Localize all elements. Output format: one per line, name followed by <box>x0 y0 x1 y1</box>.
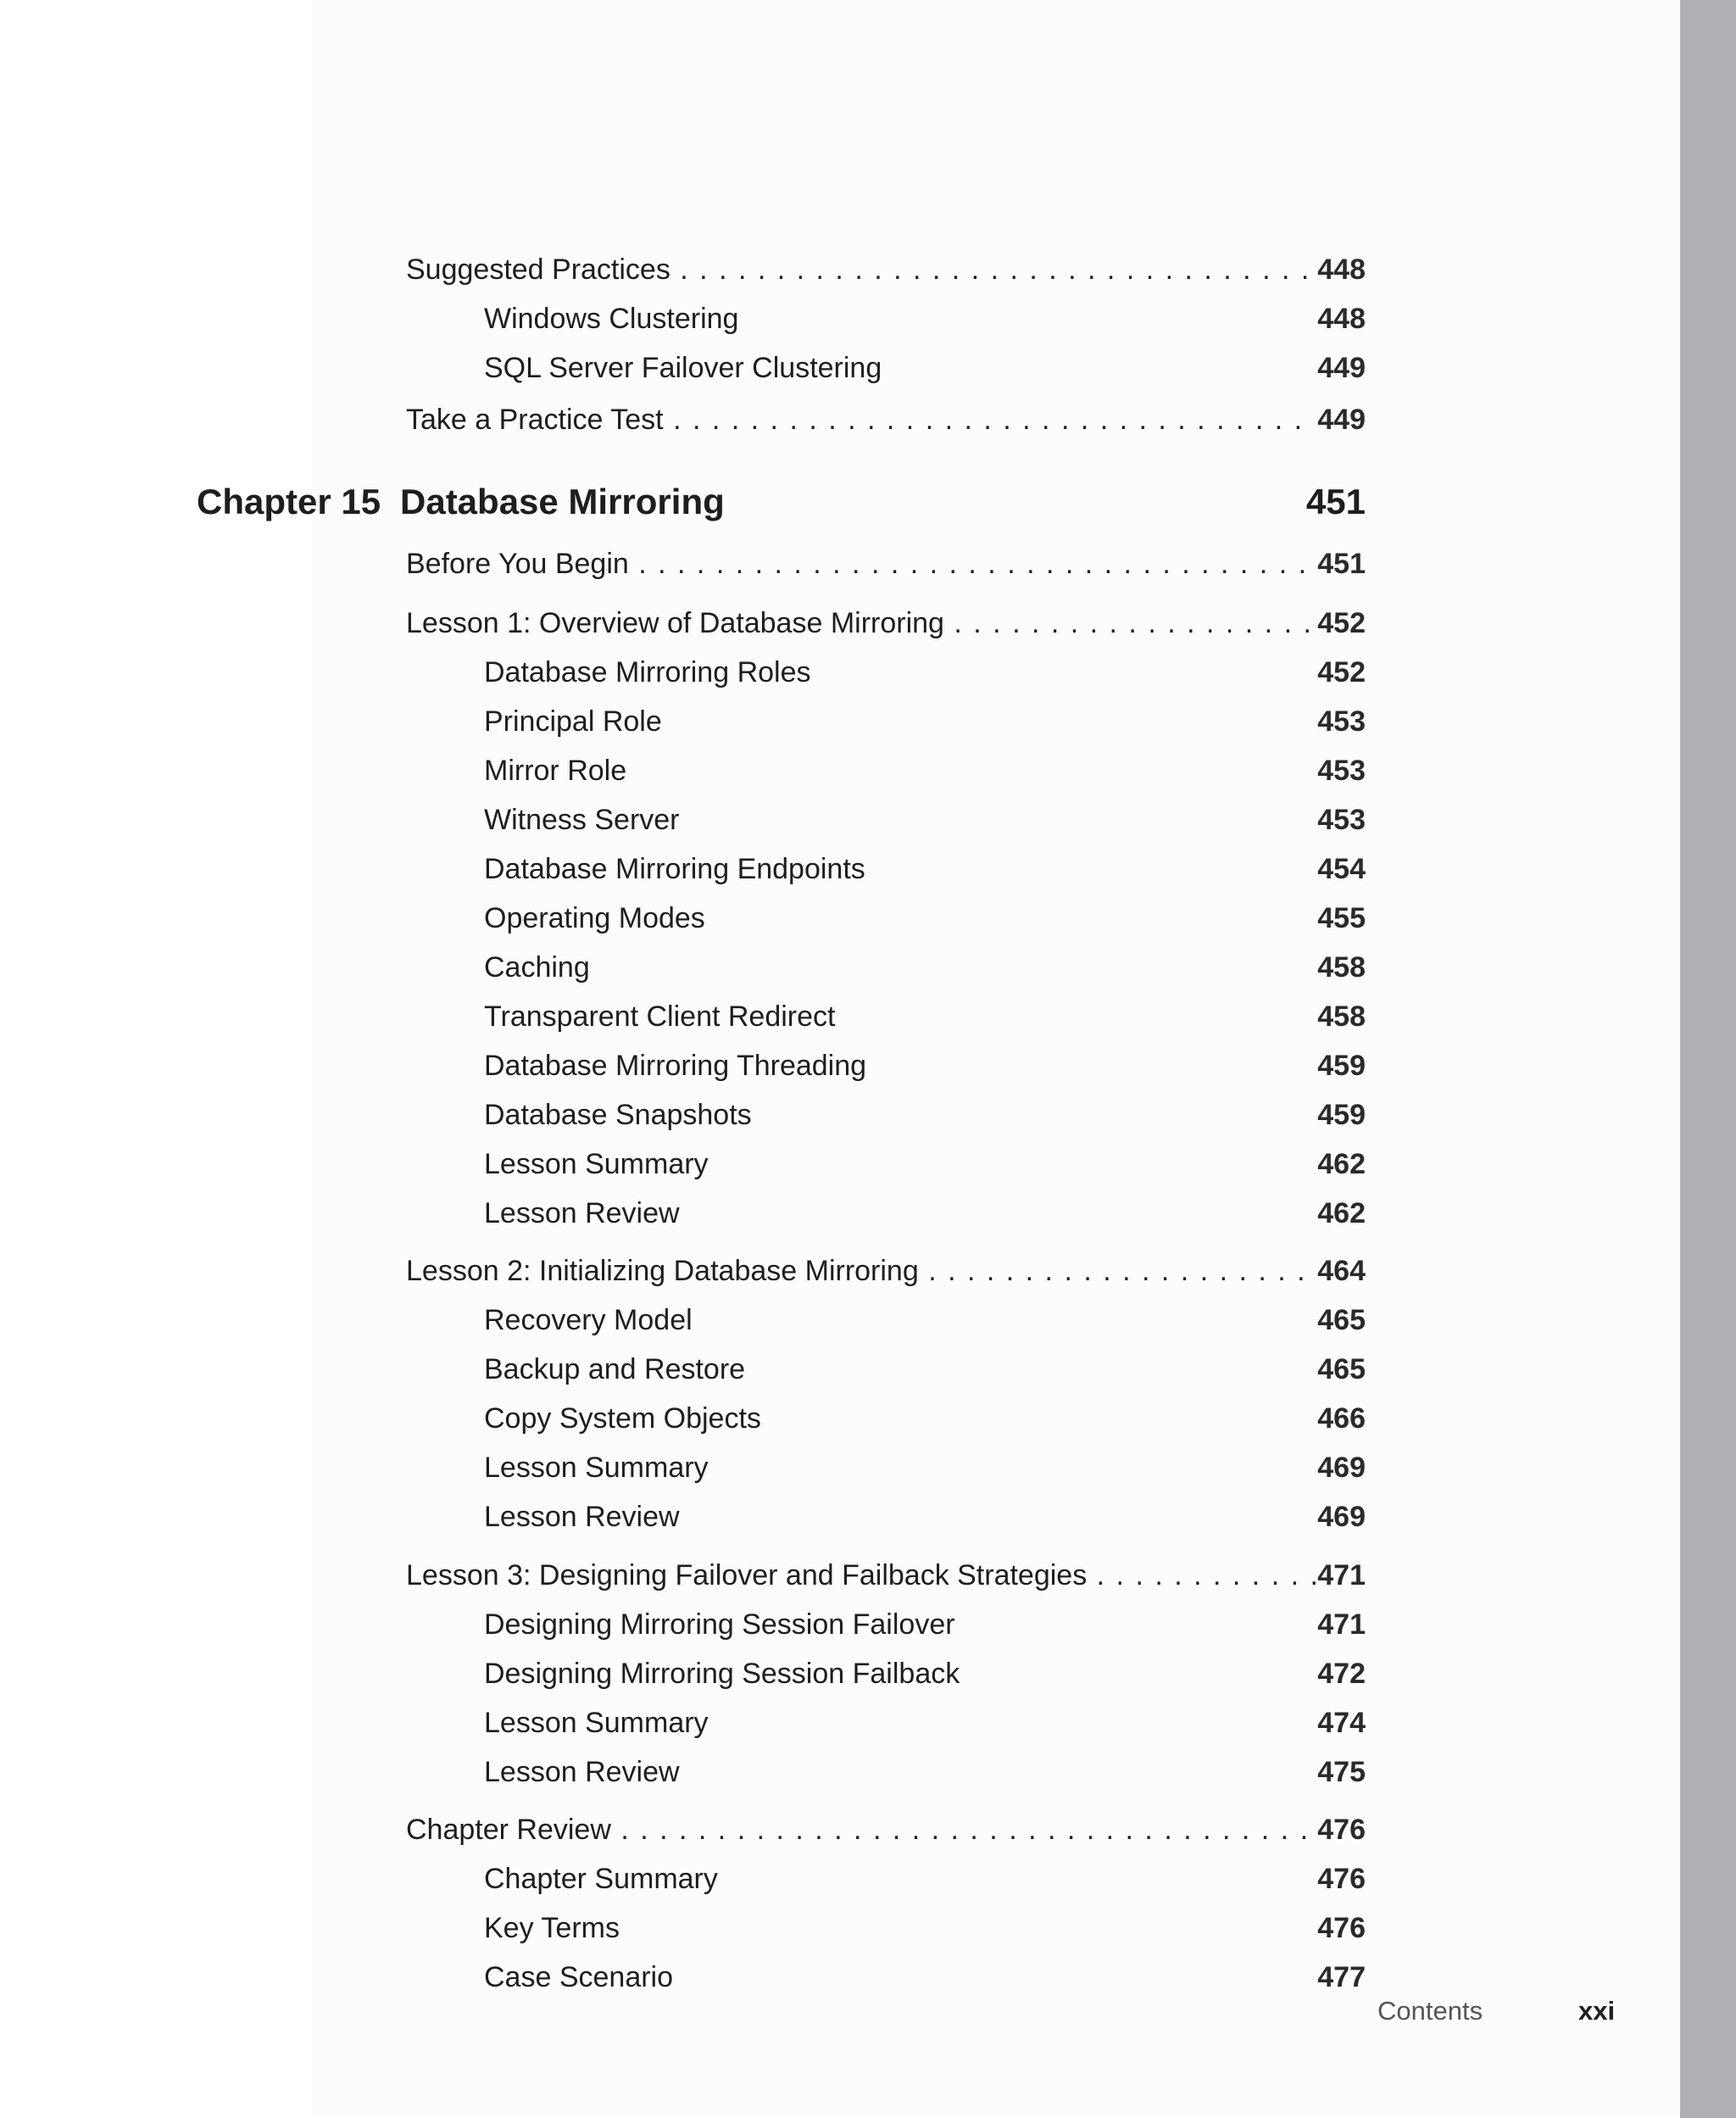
toc-entry-title-text: Mirror Role <box>484 755 627 787</box>
toc-entry-title-text: Suggested Practices <box>406 254 670 286</box>
toc-entry-subsection[interactable] <box>0 1751 1736 1793</box>
toc-entry-title-text: Database Mirroring Roles <box>484 656 811 688</box>
toc-entry-title <box>484 897 705 939</box>
chapter-page-number: 451 <box>1305 482 1366 521</box>
toc-entry-title-text: Windows Clustering <box>484 303 739 335</box>
chapter-number: Chapter 15 <box>197 482 381 521</box>
toc-entry-page-number: 453 <box>1317 804 1366 836</box>
toc-entry-subsection[interactable] <box>0 651 1736 694</box>
page-folio: xxi <box>1578 1996 1616 2026</box>
toc-entry-title-text: Key Terms <box>484 1912 620 1944</box>
toc-entry-page-number: 451 <box>1316 543 1366 585</box>
toc-entry-subsection[interactable] <box>0 1143 1736 1185</box>
footer-section-label: Contents <box>1377 1996 1483 2026</box>
toc-entry-subsection[interactable] <box>0 1702 1736 1744</box>
toc-entry-page-number: 472 <box>1317 1658 1366 1690</box>
toc-entry-page-number: 469 <box>1317 1452 1366 1484</box>
toc-entry-title <box>484 1858 718 1900</box>
page-footer <box>0 1993 1736 2030</box>
toc-entry-page-number: 465 <box>1317 1304 1366 1336</box>
toc-entry-section[interactable] <box>0 1809 1736 1851</box>
toc-entry-title <box>406 1250 1366 1292</box>
toc-entry-page-number: 476 <box>1316 1809 1366 1851</box>
toc-entry-page-number: 452 <box>1317 656 1366 688</box>
toc-entry-page-number: 466 <box>1317 1402 1366 1435</box>
toc-entry-page-number: 458 <box>1317 951 1366 984</box>
toc-entry-title <box>406 1809 1366 1851</box>
toc-entry-page-number: 449 <box>1316 399 1366 441</box>
toc-entry-title <box>484 1094 752 1136</box>
toc-entry-subsection[interactable] <box>0 750 1736 792</box>
toc-entry-page-number: 448 <box>1317 303 1366 335</box>
toc-entry-page-number: 471 <box>1316 1554 1366 1597</box>
toc-entry-subsection[interactable] <box>0 1348 1736 1391</box>
toc-entry-title-text: Designing Mirroring Session Failover <box>484 1608 955 1641</box>
toc-entry-title <box>484 1397 761 1440</box>
toc-entry-title-text: Database Snapshots <box>484 1099 752 1131</box>
toc-entry-title <box>484 799 680 841</box>
toc-entry-title <box>484 1653 960 1695</box>
toc-entry-title <box>406 248 1366 291</box>
toc-entry-title-text: Take a Practice Test <box>406 404 664 436</box>
toc-entry-title <box>484 298 738 340</box>
toc-entry-title <box>484 1496 680 1538</box>
toc-entry-page-number: 462 <box>1317 1148 1366 1180</box>
toc-entry-title-text: Chapter Review <box>406 1814 611 1846</box>
toc-entry-section[interactable] <box>0 543 1736 585</box>
toc-entry-subsection[interactable] <box>0 1045 1736 1087</box>
toc-entry-section[interactable] <box>0 399 1736 441</box>
toc-entry-subsection[interactable] <box>0 1496 1736 1538</box>
toc-entry-title <box>484 946 590 989</box>
toc-entry-page-number: 459 <box>1317 1050 1366 1082</box>
toc-entry-title-text: SQL Server Failover Clustering <box>484 352 882 384</box>
toc-entry-subsection[interactable] <box>0 799 1736 841</box>
toc-entry-title <box>484 1702 709 1744</box>
toc-entry-title <box>484 1446 709 1489</box>
toc-entry-title-text: Case Scenario <box>484 1961 674 1993</box>
toc-entry-section[interactable] <box>0 1554 1736 1597</box>
toc-entry-title <box>406 399 1366 441</box>
toc-entry-title <box>484 1751 680 1793</box>
toc-entry-subsection[interactable] <box>0 1446 1736 1489</box>
toc-entry-title <box>484 347 882 389</box>
toc-entry-title-text: Caching <box>484 951 590 984</box>
toc-entry-title <box>484 1907 620 1949</box>
toc-entry-title <box>406 602 1366 644</box>
toc-entry-page-number: 469 <box>1317 1501 1366 1533</box>
toc-entry-title-text: Lesson Summary <box>484 1148 709 1180</box>
toc-entry-title-text: Before You Begin <box>406 548 629 580</box>
toc-entry-page-number: 464 <box>1316 1250 1366 1292</box>
toc-entry-subsection[interactable] <box>0 995 1736 1038</box>
toc-entry-title <box>484 1192 680 1235</box>
toc-entry-title <box>484 1143 709 1185</box>
toc-entry-page-number: 453 <box>1317 755 1366 787</box>
toc-entry-title-text: Copy System Objects <box>484 1402 761 1435</box>
toc-entry-page-number: 455 <box>1317 902 1366 934</box>
toc-entry-title <box>406 543 1366 585</box>
toc-entry-title <box>484 1299 693 1341</box>
toc-entry-title-text: Principal Role <box>484 705 662 738</box>
toc-entry-title <box>406 1554 1366 1597</box>
toc-entry-subsection[interactable] <box>0 1653 1736 1695</box>
toc-entry-subsection[interactable] <box>0 1397 1736 1440</box>
toc-entry-page-number: 462 <box>1317 1197 1366 1229</box>
toc-entry-title <box>484 848 865 890</box>
toc-entry-title-text: Lesson Review <box>484 1756 680 1788</box>
toc-entry-title <box>484 1348 745 1391</box>
toc-entry-title <box>484 700 662 743</box>
toc-entry-page-number: 465 <box>1317 1353 1366 1385</box>
toc-entry-page-number: 449 <box>1317 352 1366 384</box>
toc-entry-page-number: 453 <box>1317 705 1366 738</box>
toc-entry-section[interactable] <box>0 1250 1736 1292</box>
toc-entry-page-number: 476 <box>1317 1912 1366 1944</box>
toc-entry-title-text: Database Mirroring Endpoints <box>484 853 865 885</box>
toc-entry-subsection[interactable] <box>0 1603 1736 1646</box>
toc-entry-page-number: 454 <box>1317 853 1366 885</box>
toc-entry-title-text: Operating Modes <box>484 902 705 934</box>
toc-entry-subsection[interactable] <box>0 298 1736 340</box>
toc-entry-section[interactable] <box>0 602 1736 644</box>
toc-entry-title-text: Lesson Review <box>484 1501 680 1533</box>
toc-entry-page-number: 477 <box>1317 1961 1366 1993</box>
toc-entry-page-number: 458 <box>1317 1000 1366 1033</box>
toc-entry-page-number: 452 <box>1316 602 1366 644</box>
toc-entry-subsection[interactable] <box>0 848 1736 890</box>
toc-entry-title <box>484 995 835 1038</box>
toc-entry-title <box>484 750 626 792</box>
toc-entry-title-text: Database Mirroring Threading <box>484 1050 867 1082</box>
toc-entry-title-text: Lesson Review <box>484 1197 680 1229</box>
toc-entry-subsection[interactable] <box>0 1858 1736 1900</box>
chapter-heading[interactable] <box>0 477 1736 527</box>
toc-entry-section[interactable] <box>0 248 1736 291</box>
toc-entry-page-number: 471 <box>1317 1608 1366 1641</box>
toc-entry-title-text: Backup and Restore <box>484 1353 746 1385</box>
toc-entry-subsection[interactable] <box>0 347 1736 389</box>
toc-entry-title-text: Lesson 2: Initializing Database Mirroring <box>406 1255 919 1287</box>
toc-entry-title-text: Lesson 1: Overview of Database Mirroring <box>406 607 944 639</box>
toc-entry-subsection[interactable] <box>0 700 1736 743</box>
toc-entry-title-text: Lesson Summary <box>484 1452 709 1484</box>
toc-entry-subsection[interactable] <box>0 1192 1736 1235</box>
toc-entry-title-text: Witness Server <box>484 804 680 836</box>
toc-entry-page-number: 475 <box>1317 1756 1366 1788</box>
toc-entry-title <box>484 1603 955 1646</box>
toc-entry-subsection[interactable] <box>0 1907 1736 1949</box>
toc-entry-title-text: Transparent Client Redirect <box>484 1000 836 1033</box>
toc-entry-page-number: 474 <box>1317 1707 1366 1739</box>
toc-entry-subsection[interactable] <box>0 946 1736 989</box>
toc-entry-title-text: Lesson Summary <box>484 1707 709 1739</box>
toc-entry-subsection[interactable] <box>0 1299 1736 1341</box>
toc-entry-title-text: Recovery Model <box>484 1304 693 1336</box>
toc-entry-page-number: 459 <box>1317 1099 1366 1131</box>
chapter-title: Database Mirroring <box>400 482 725 521</box>
toc-entry-title-text: Lesson 3: Designing Failover and Failback Strategies <box>406 1559 1088 1591</box>
toc-entry-subsection[interactable] <box>0 1094 1736 1136</box>
toc-entry-subsection[interactable] <box>0 897 1736 939</box>
toc-entry-title-text: Designing Mirroring Session Failback <box>484 1658 960 1690</box>
toc-entry-page-number: 448 <box>1316 248 1366 291</box>
toc-entry-title-text: Chapter Summary <box>484 1863 718 1895</box>
toc-entry-page-number: 476 <box>1317 1863 1366 1895</box>
toc-entry-title <box>484 1045 866 1087</box>
toc-entry-title <box>484 651 811 694</box>
